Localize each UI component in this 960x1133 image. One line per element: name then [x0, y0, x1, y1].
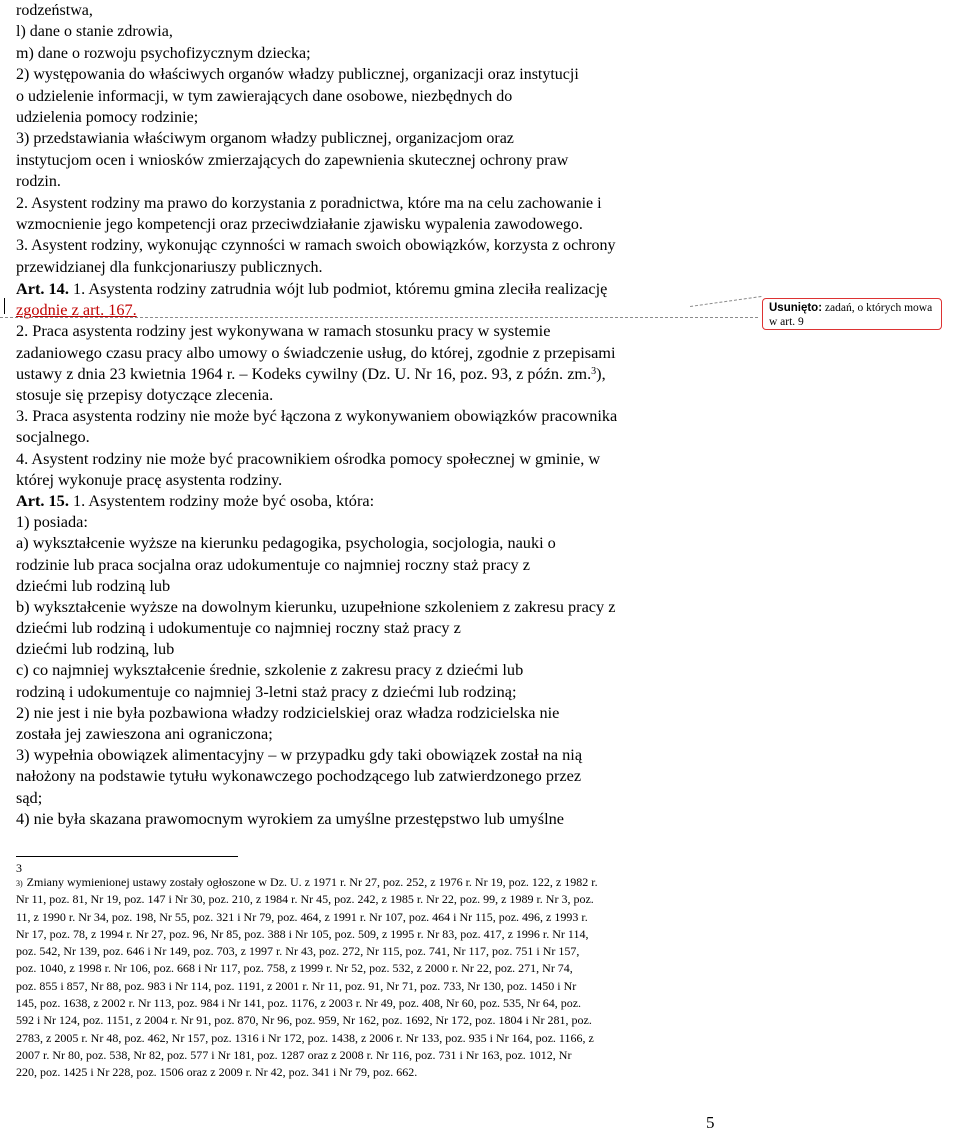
text-line: 3. Asystent rodziny, wykonując czynności w ramach swoich obowiązków, korzysta z ochrony — [16, 237, 616, 255]
footnote-reference[interactable]: 3 — [591, 365, 597, 377]
footnote-separator — [16, 856, 238, 857]
text-line: b) wykształcenie wyższe na dowolnym kierunku, uzupełnione szkoleniem z zakresu pracy z — [16, 596, 616, 616]
text-line: instytucjom ocen i wniosków zmierzających do zapewnienia skutecznej ochrony praw — [16, 151, 569, 169]
art14-heading: Art. 14. — [16, 279, 69, 299]
revision-label: Usunięto: — [769, 302, 823, 314]
text-line: 2) nie jest i nie była pozbawiona władzy rodzicielskiej oraz władza rodzicielska nie — [16, 702, 560, 722]
text-line: rodzeństwa, — [16, 2, 93, 19]
revision-text: zadań, o których mowa w art. 9 — [769, 302, 933, 328]
text-line: socjalnego. — [16, 427, 90, 447]
text-line: 4) nie była skazana prawomocnym wyrokiem za umyślne przestępstwo lub umyślne — [16, 808, 564, 828]
footnote — [16, 862, 716, 1082]
footnote-line — [16, 874, 716, 891]
text-line: 3) przedstawiania właściwym organom władzy publicznej, organizacjom oraz — [16, 130, 514, 148]
footnote-line: poz. 1040, z 1998 r. Nr 106, poz. 668 i Nr 117, poz. 758, z 1999 r. Nr 52, poz. 532, z 2000 r. Nr 22, poz. 271, Nr 74, — [16, 961, 573, 976]
text-line: udzielenia pomocy rodzinie; — [16, 108, 199, 126]
text-line: dziećmi lub rodziną i udokumentuje co najmniej roczny staż pracy z — [16, 618, 461, 638]
text-line: dziećmi lub rodziną lub — [16, 575, 171, 595]
text-line: a) wykształcenie wyższe na kierunku pedagogika, psychologia, socjologia, nauki o — [16, 533, 556, 553]
art15-heading: Art. 15. — [16, 490, 69, 510]
text-line: l) dane o stanie zdrowia, — [16, 23, 173, 41]
footnote-line: Nr 11, poz. 81, Nr 19, poz. 147 i Nr 30, poz. 210, z 1984 r. Nr 45, poz. 242, z 1985 r. Nr 22, poz. 99, z 1989 r. Nr 3, poz. — [16, 892, 594, 907]
text-line: c) co najmniej wykształcenie średnie, szkolenie z zakresu pracy z dziećmi lub — [16, 660, 524, 680]
text-line: sąd; — [16, 787, 43, 807]
text-line: przewidzianej dla funkcjonariuszy publicznych. — [16, 258, 323, 276]
tracked-insertion-tail: . — [132, 300, 137, 320]
comment-connector-line — [0, 317, 758, 318]
text-line: nałożony na podstawie tytułu wykonawczego pochodzącego lub zatwierdzonego przez — [16, 766, 582, 786]
text-line: 2. Asystent rodziny ma prawo do korzystania z poradnictwa, które ma na celu zachowanie i — [16, 194, 602, 212]
text-line: rodziną i udokumentuje co najmniej 3-letni staż pracy z dziećmi lub rodziną; — [16, 681, 517, 701]
document-body — [16, 0, 728, 829]
text-line: 2) występowania do właściwych organów władzy publicznej, organizacji oraz instytucji — [16, 66, 579, 84]
footnote-line: 2007 r. Nr 80, poz. 538, Nr 82, poz. 577 i Nr 181, poz. 1287 oraz z 2008 r. Nr 116, poz. 731 i Nr 163, poz. 1012, Nr — [16, 1047, 572, 1062]
footnote-line: poz. 542, Nr 139, poz. 646 i Nr 149, poz. 703, z 1997 r. Nr 43, poz. 272, Nr 115, poz. 741, Nr 117, poz. 751 i Nr 157, — [16, 944, 580, 959]
text-line: rodzin. — [16, 173, 61, 191]
text-line-with-footnote — [16, 363, 728, 384]
art15-heading-line — [16, 490, 728, 511]
change-bar — [4, 298, 5, 314]
footnote-line: 11, z 1990 r. Nr 34, poz. 198, Nr 55, poz. 321 i Nr 79, poz. 464, z 1991 r. Nr 107, poz. 464 i Nr 115, poz. 496, z 1993 r. — [16, 909, 588, 924]
footnote-line: 145, poz. 1638, z 2002 r. Nr 113, poz. 984 i Nr 141, poz. 1176, z 2003 r. Nr 49, poz. 408, Nr 60, poz. 535, Nr 64, poz. — [16, 996, 582, 1011]
text-line: zadaniowego czasu pracy albo umowy o świadczenie usług, do której, zgodnie z przepisami — [16, 342, 616, 362]
footnote-line: 220, poz. 1425 i Nr 228, poz. 1506 oraz z 2009 r. Nr 42, poz. 341 i Nr 79, poz. 662. — [16, 1065, 418, 1080]
footnote-line: 592 i Nr 124, poz. 1151, z 2004 r. Nr 91, poz. 870, Nr 96, poz. 959, Nr 162, poz. 1692, Nr 172, poz. 1804 i Nr 281, poz. — [16, 1013, 592, 1028]
footnote-number: 3) — [16, 879, 23, 888]
text-line: rodzinie lub praca socjalna oraz udokumentuje co najmniej roczny staż pracy z — [16, 554, 530, 574]
text-segment: ), — [596, 363, 606, 383]
footnote-line: poz. 855 i 857, Nr 88, poz. 983 i Nr 114, poz. 1191, z 2001 r. Nr 11, poz. 91, Nr 71, poz. 733, Nr 130, poz. 1450 i Nr — [16, 978, 577, 993]
footnote-line: Nr 17, poz. 78, z 1994 r. Nr 27, poz. 96, Nr 85, poz. 388 i Nr 105, poz. 509, z 1995 r. Nr 83, poz. 417, z 1996 r. Nr 114, — [16, 926, 589, 941]
page-number: 5 — [706, 1113, 715, 1132]
text-line: wzmocnienie jego kompetencji oraz przeciwdziałanie zjawisku wypalenia zawodowego. — [16, 215, 583, 233]
revision-balloon[interactable] — [762, 298, 942, 330]
text-line: stosuje się przepisy dotyczące zlecenia. — [16, 385, 274, 405]
text-line: 4. Asystent rodziny nie może być pracownikiem ośrodka pomocy społecznej w gminie, w — [16, 448, 601, 468]
art15-line: 1. Asystentem rodziny może być osoba, która: — [72, 490, 375, 510]
text-line: 3) wypełnia obowiązek alimentacyjny – w przypadku gdy taki obowiązek został na nią — [16, 745, 583, 765]
text-line: 2. Praca asystenta rodziny jest wykonywana w ramach stosunku pracy w systemie — [16, 321, 551, 341]
text-segment: ustawy z dnia 23 kwietnia 1964 r. – Kodeks cywilny (Dz. U. Nr 16, poz. 93, z późn. zm. — [16, 363, 592, 383]
text-line: dziećmi lub rodziną, lub — [16, 639, 175, 659]
art14-heading-line — [16, 278, 728, 299]
text-line: 1) posiada: — [16, 512, 88, 532]
text-line: została jej zawieszona ani ograniczona; — [16, 724, 273, 744]
art14-para1: 1. Asystenta rodziny zatrudnia wójt lub podmiot, któremu gmina zleciła realizację — [72, 279, 608, 299]
footnote-text: Zmiany wymienionej ustawy zostały ogłoszone w Dz. U. z 1971 r. Nr 27, poz. 252, z 1976 r. Nr 19, poz. 122, z 1982 r. — [26, 875, 598, 889]
text-line: 3. Praca asystenta rodziny nie może być łączona z wykonywaniem obowiązków pracownika — [16, 406, 618, 426]
footnote-mark: 3 — [16, 861, 22, 875]
text-line: o udzielenie informacji, w tym zawierających dane osobowe, niezbędnych do — [16, 87, 513, 105]
tracked-insertion[interactable]: zgodnie z art. 167 — [16, 300, 133, 320]
text-line: której wykonuje pracę asystenta rodziny. — [16, 469, 283, 489]
text-line: m) dane o rozwoju psychofizycznym dziecka; — [16, 44, 311, 62]
footnote-line: 2783, z 2005 r. Nr 48, poz. 462, Nr 157, poz. 1316 i Nr 172, poz. 1438, z 2006 r. Nr 133, poz. 935 i Nr 164, poz. 1166, z — [16, 1030, 594, 1045]
